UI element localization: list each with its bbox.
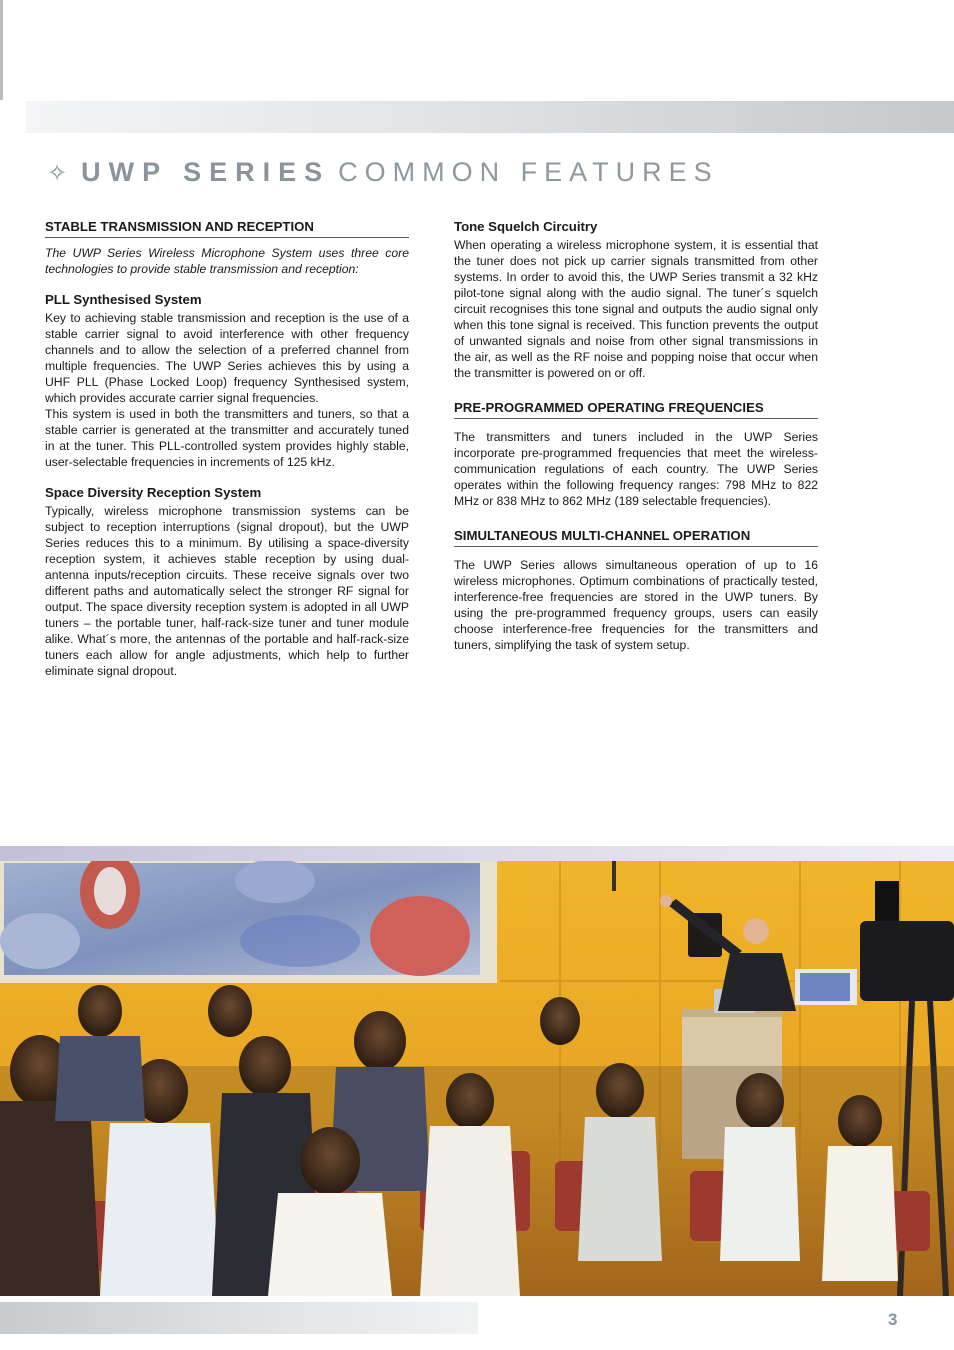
title-series: UWP SERIES <box>81 157 331 187</box>
footer-gradient-band <box>0 1302 478 1334</box>
diversity-paragraph: Typically, wireless microphone transmission systems can be subject to reception interruptions (signal dropout), but the UWP Series reduces this to a minimum. By utilising a space-diversity reception system, it achieves stable reception by using dual-antenna inputs/reception circuits. These receive signals over two different paths and automatically select the stronger RF signal for output. The space diversity reception system is adopted in all UWP tuners – the portable tuner, half-rack-size tuner and tuner module alike. What´s more, the antennas of the portable and half-rack-size tuners each allow for angle adjustments, which help to further eliminate signal dropout. <box>45 504 409 678</box>
heading-preprogrammed: PRE-PROGRAMMED OPERATING FREQUENCIES <box>454 399 818 419</box>
star-icon: ✧ <box>47 160 68 187</box>
title-features: COMMON FEATURES <box>338 157 719 187</box>
page-number: 3 <box>888 1310 898 1329</box>
squelch-paragraph: When operating a wireless microphone system, it is essential that the tuner does not pick up carrier signals transmitted from other systems. In order to avoid this, the UWP Series transmit a 32 kHz pilot-tone signal along with the audio signal. The tuner´s squelch circuit recognises this tone signal and outputs the audio signal only when this tone signal is received. This function prevents the output of unwanted signals and noise from other signal transmissions in the air, as well as the RF noise and popping noise that occur when the transmitter is powered on or off. <box>454 238 818 380</box>
photo-top-band <box>0 846 954 861</box>
heading-stable-transmission: STABLE TRANSMISSION AND RECEPTION <box>45 218 409 238</box>
multichannel-paragraph: The UWP Series allows simultaneous operation of up to 16 wireless microphones. Optimum combinations of practically tested, interference-free frequencies are stored in the UWP tuners. By using the pre-programmed frequency groups, users can easily choose interference-free frequencies for the transmitters and tuners, simplifying the task of system setup. <box>454 558 818 652</box>
left-column <box>45 218 409 679</box>
heading-tone-squelch: Tone Squelch Circuitry <box>454 219 598 234</box>
pll-paragraph-2: This system is used in both the transmitters and tuners, so that a stable carrier is generated at the transmitter and accurately tuned in at the tuner. This PLL-controlled system provides highly stable, user-selectable frequencies in increments of 125 kHz. <box>45 407 409 469</box>
left-edge-bar <box>0 0 3 100</box>
intro-paragraph: The UWP Series Wireless Microphone System uses three core technologies to provide stable transmission and reception: <box>45 246 409 276</box>
conference-photo <box>0 861 954 1296</box>
preprog-paragraph: The transmitters and tuners included in the UWP Series incorporate pre-programmed frequencies that meet the wireless-communication regulations of each country. The UWP Series operates within the following frequency ranges: 798 MHz to 822 MHz or 838 MHz to 862 MHz (189 selectable frequencies). <box>454 430 818 508</box>
header-gradient-band <box>26 101 954 133</box>
heading-pll: PLL Synthesised System <box>45 292 202 307</box>
page-title <box>47 154 719 190</box>
pll-paragraph-1: Key to achieving stable transmission and reception is the use of a stable carrier signal to avoid interference with other frequency channels and to allow the selection of a preferred channel from multiple frequencies. The UWP Series achieves this by using a UHF PLL (Phase Locked Loop) frequency Synthesised system, which provides accurate carrier signal frequencies. <box>45 311 409 405</box>
conference-photo-illustration <box>0 861 954 1296</box>
heading-multichannel: SIMULTANEOUS MULTI-CHANNEL OPERATION <box>454 527 818 547</box>
right-column <box>454 218 818 653</box>
heading-space-diversity: Space Diversity Reception System <box>45 485 262 500</box>
